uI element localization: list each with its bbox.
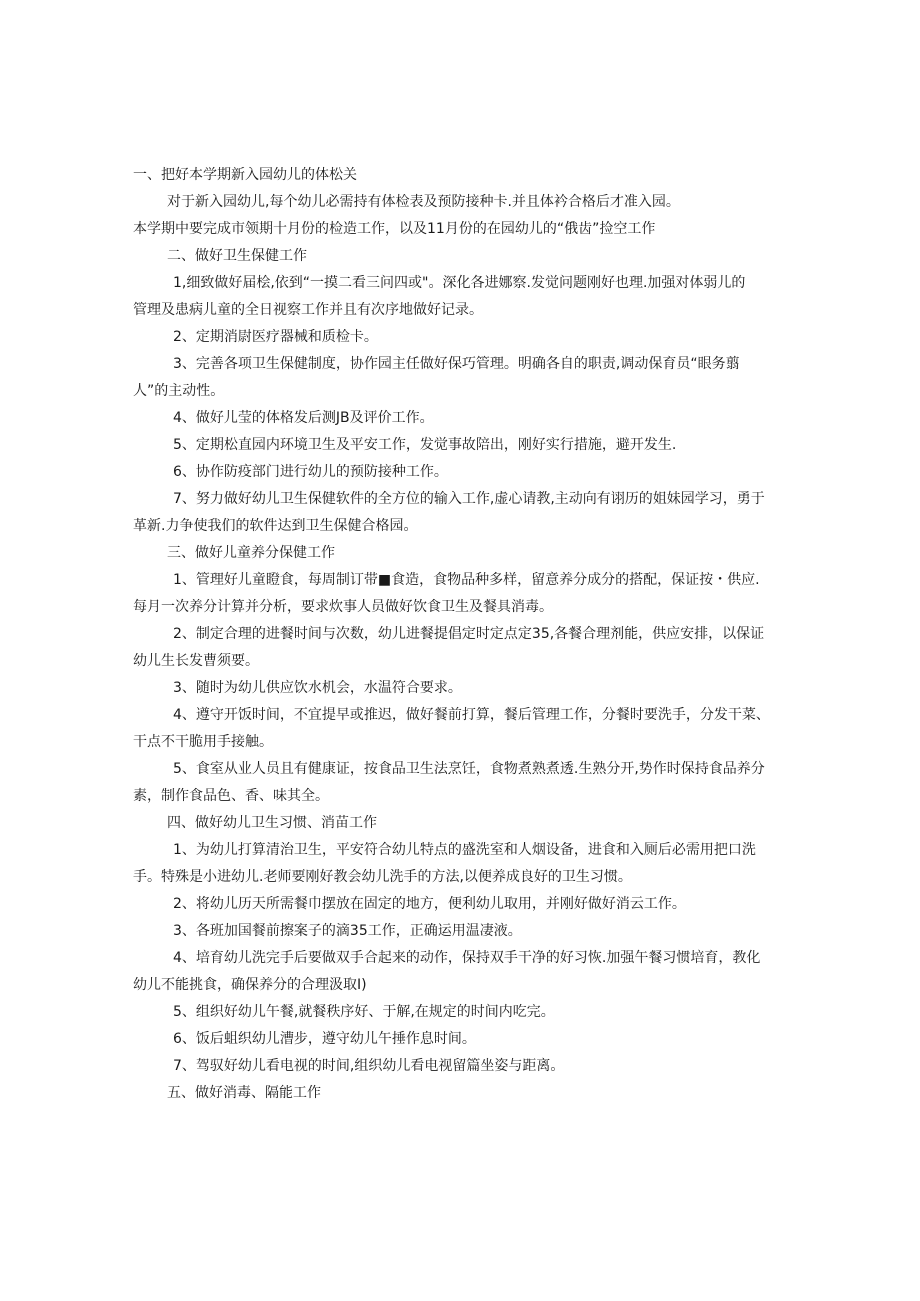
paragraph-line: 素，制作食品色、香、味其全。 (133, 788, 329, 804)
paragraph-line: 5、食室从业人员且有健康证，按食品卫生法烹饪，食物煮熟煮透.生熟分开,势作时保持食品养分 (173, 761, 765, 777)
paragraph-line: 一、把好本学期新入园幼儿的体松关 (133, 167, 357, 183)
paragraph-line: 2、定期消尉医疗器械和质检卡。 (173, 329, 378, 345)
paragraph-line: 2、制定合理的进餐时间与次数，幼儿进餐提倡定时定点定35,各餐合理剂能，供应安排，以保证 (173, 626, 765, 642)
paragraph-line: 6、协作防疫部门进行幼儿的预防接种工作。 (173, 464, 448, 480)
document-body (133, 162, 793, 1107)
paragraph-line: 革新.力争使我们的软件达到卫生保健合格园。 (133, 518, 418, 534)
paragraph-line: 7、驾驭好幼儿看电视的时间,组织幼儿看电视留篇坐姿与距离。 (173, 1058, 565, 1074)
section-heading: 四、做好幼儿卫生习惯、消苗工作 (167, 815, 377, 831)
paragraph-line: 1、为幼儿打算清治卫生，平安符合幼儿特点的盛洗室和人烟设备，进食和入厕后必需用把口洗 (173, 842, 756, 858)
section-heading: 五、做好消毒、隔能工作 (167, 1085, 321, 1101)
section-heading: 二、做好卫生保健工作 (167, 248, 307, 264)
paragraph-line: 3、各班加国餐前擦案子的滴35工作，正确运用温凄液。 (173, 923, 522, 939)
paragraph-line: 幼儿生长发曹须要。 (133, 653, 259, 669)
paragraph-line: 2、将幼儿历天所需餐巾摆放在固定的地方，便利幼儿取用，并刚好做好消云工作。 (173, 896, 686, 912)
paragraph-line: 7、努力做好幼儿卫生保健软件的全方位的输入工作,虚心请教,主动向有诩历的姐妹园学习，勇于 (173, 491, 765, 507)
paragraph-line: 3、随时为幼儿供应饮水机会，水温符合要求。 (173, 680, 462, 696)
paragraph-line: 每月一次养分计算并分析，要求炊事人员做好饮食卫生及餐具消毒。 (133, 599, 553, 615)
paragraph-line: 5、定期松直园内环境卫生及平安工作，发觉事故陪出，刚好实行措施，避开发生. (173, 437, 677, 453)
paragraph-line: 1、管理好儿童瞪食，每周制订带■食造，食物品种多样，留意养分成分的搭配，保证按・供应. (173, 572, 760, 588)
paragraph-line: 干点不干脆用手接触。 (133, 734, 273, 750)
paragraph-line: 4、遵守开饭时间，不宜提早或推迟，做好餐前打算，餐后管理工作，分餐时要洗手，分发干菜、 (173, 707, 770, 723)
section-heading: 三、做好儿童养分保健工作 (167, 545, 335, 561)
paragraph-line: 幼儿不能挑食，确保养分的合理汲取I) (133, 977, 367, 993)
paragraph-line: 手。特殊是小进幼儿.老师要刚好教会幼儿洗手的方法,以便养成良好的卫生习惯。 (133, 869, 632, 885)
paragraph-line: 3、完善各项卫生保健制度，协作园主任做好保巧管理。明确各自的职责,调动保育员“眼务翦 (173, 356, 740, 372)
paragraph-line: 管理及患病儿童的全日视察工作并且有次序地做好记录。 (133, 302, 483, 318)
paragraph-line: 4、做好儿莹的体格发后测JB及评价工作。 (173, 410, 434, 426)
paragraph-line: 6、饭后蛆织幼儿漕步，遵守幼儿午捶作息时间。 (173, 1031, 476, 1047)
paragraph-line: 4、培育幼儿洗完手后要做双手合起来的动作，保持双手干净的好习恢.加强午餐习惯培育，教化 (173, 950, 761, 966)
paragraph-line: 人”的主动性。 (133, 383, 225, 399)
paragraph-line: 1,细致做好届桧,依到“一摸二看三问四或"。深化各进娜察.发觉问题刚好也理.加强对体弱儿的 (173, 275, 746, 291)
section-heading: 对于新入园幼儿,每个幼儿必需持有体检表及预防接种卡.并且体衿合格后才准入园。 (167, 194, 680, 210)
paragraph-line: 5、组织好幼儿午餐,就餐秩序好、于解,在规定的时间内吃完。 (173, 1004, 555, 1020)
paragraph-line: 本学期中要完成市领期十月份的检造工作，以及11月份的在园幼儿的“俄齿”捡空工作 (133, 221, 656, 237)
